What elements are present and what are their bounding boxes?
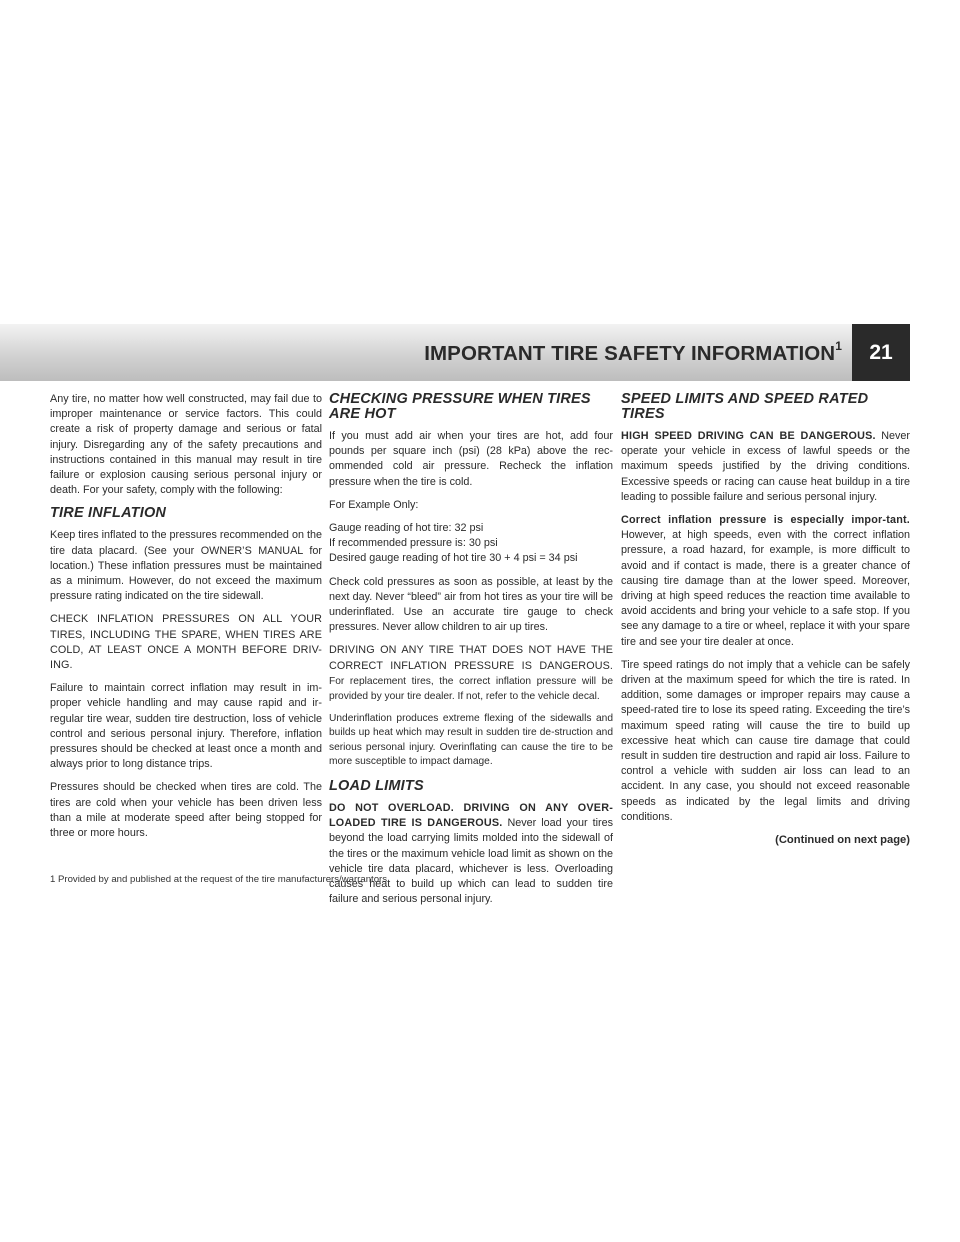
- paragraph: Check cold pressures as soon as possible, at least by the next day. Never “bleed” air from hot tires as your tire will be underinflated. Use an accurate tire gauge to check pressures. Never allow children to air up tires.: [329, 575, 613, 634]
- body-text: Never operate your vehicle in excess of lawful speeds or the maximum speeds justified by the driving conditions. Excessive speeds or racing can cause heat buildup in a tire leading to possible failure and serious personal injury.: [621, 430, 911, 503]
- warning-paragraph: [329, 643, 613, 704]
- warning-caps: DRIVING ON ANY TIRE THAT DOES NOT HAVE THE CORRECT INFLATION PRESSURE IS DANGEROUS.: [329, 644, 613, 672]
- load-paragraph: [329, 801, 613, 907]
- paragraph: Keep tires inflated to the pressures recommended on the tire data placard. (See your OWNER’S MANUAL for location.) These inflation pressures must be maintained as a minimum. However, do not exceed the maximum pressure rating indicated on the tire sidewall.: [50, 529, 322, 603]
- paragraph: Underinflation produces extreme flexing of the sidewalls and builds up heat which may result in sudden tire de-struction and serious personal injury. Overinflating can cause the tire to be more susceptible to impact damage.: [329, 713, 613, 767]
- page-number: 21: [852, 324, 910, 381]
- intro-paragraph: Any tire, no matter how well constructed, may fail due to improper maintenance or service factors. This could create a risk of property damage and serious or fatal injury. Disregarding any of the safety precautions and instructions contained in this manual may result in tire failure or explosion causing serious personal injury or death. For your safety, comply with the following:: [50, 393, 322, 497]
- body-text: Never load your tires beyond the load carrying limits molded into the sidewall of the tires or the maximum vehicle load limit as shown on the vehicle tire data placard, whichever is less. Overloading causes heat to build up which can lead to sudden tire failure and serious personal injury.: [329, 817, 613, 906]
- example-line: If recommended pressure is: 30 psi: [329, 537, 498, 550]
- body-text: However, at high speeds, even with the correct inflation pressure, a road hazard, for example, is more difficult to avoid and if contact is made, there is a greater chance of causing tire damage than at the lower speed. Moreover, driving at high speed reduces the reaction time available to avoid accidents and bring your vehicle to a safe stop. If you see any damage to a tire or wheel, replace it with your spare tire and see your tire dealer at once.: [621, 529, 910, 648]
- column-3: [621, 392, 910, 856]
- page-title: IMPORTANT TIRE SAFETY INFORMATION$^1$: [424, 339, 842, 365]
- section-heading-tire-inflation: TIRE INFLATION: [50, 505, 167, 522]
- lead-text: Correct inflation pressure is especially impor-tant.: [621, 514, 910, 527]
- section-heading-speed-limits: SPEED LIMITS AND SPEED RATED TIRES: [621, 391, 869, 422]
- paragraph: Tire speed ratings do not imply that a vehicle can be safely driven at the maximum speed for which the tire is rated. In addition, some damages or improper repairs may cause a speed-rated tire to lose its speed rating. Exceeding the tire’s maximum speed rating will cause the tire to build up excessive heat which can cause tire damage that could result in sudden tire destruction and rapid air loss. Failure to control a vehicle with sudden air loss can lead to an accident. In any case, you should not exceed reasonable speeds as indicated by the legal limits and driving conditions.: [621, 658, 910, 823]
- warning-rest: For replacement tires, the correct inflation pressure will be provided by your tire dealer. If not, refer to the vehicle decal.: [329, 675, 613, 703]
- paragraph: [621, 429, 910, 505]
- continued-note: (Continued on next page): [775, 834, 910, 847]
- footnote-marker: 1: [835, 339, 842, 353]
- paragraph: Pressures should be checked when tires are cold. The tires are cold when your vehicle has been driven less than a mile at moderate speed after being stopped for three or more hours.: [50, 781, 322, 840]
- column-1: [50, 392, 322, 849]
- example-lines: [329, 521, 613, 567]
- footnote: 1 Provided by and published at the request of the tire manufacturers/warrantors.: [50, 874, 390, 885]
- section-heading-hot-tires: CHECKING PRESSURE WHEN TIRES ARE HOT: [329, 391, 591, 422]
- caps-warning: CHECK INFLATION PRESSURES ON ALL YOUR TIRES, INCLUDING THE SPARE, WHEN TIRES ARE COLD, AT LEAST ONCE A MONTH BEFORE DRIV-ING.: [50, 613, 322, 672]
- paragraph: If you must add air when your tires are hot, add four pounds per square inch (psi) (28 kPa) above the rec-ommended cold air pressure. Recheck the inflation pressure when the tire is cold.: [329, 430, 613, 488]
- section-heading-load-limits: LOAD LIMITS: [329, 778, 424, 795]
- paragraph: [621, 513, 910, 650]
- paragraph: Failure to maintain correct inflation may result in im-proper vehicle handling and may cause rapid and ir-regular tire wear, sudden tire destruction, loss of vehicle control and serious personal injury. Therefore, inflation pressures should be checked at least once a month and always prior to long distance trips.: [50, 682, 322, 771]
- example-line: Desired gauge reading of hot tire 30 + 4 psi = 34 psi: [329, 552, 578, 565]
- example-line: Gauge reading of hot tire: 32 psi: [329, 522, 484, 535]
- lead-text: DO NOT OVERLOAD. DRIVING ON ANY OVER-LOADED TIRE IS DANGEROUS.: [329, 802, 613, 830]
- example-label: For Example Only:: [329, 498, 419, 511]
- column-2: [329, 392, 613, 915]
- lead-text: HIGH SPEED DRIVING CAN BE DANGEROUS.: [621, 430, 876, 442]
